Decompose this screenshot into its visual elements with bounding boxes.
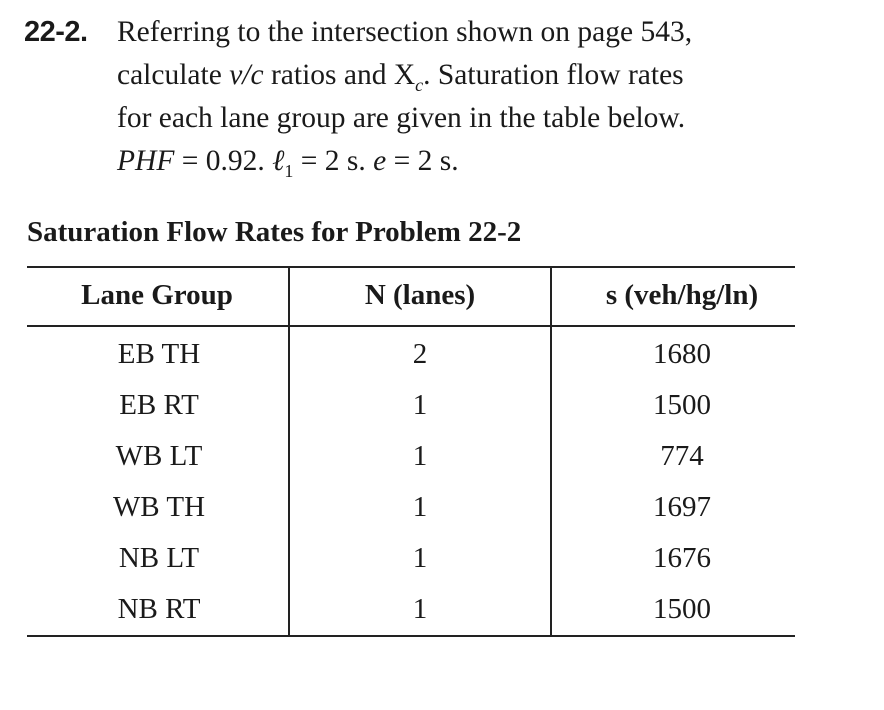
line2-mid: ratios and X — [263, 59, 416, 91]
header-n-lanes: N (lanes) — [364, 279, 476, 311]
lanes-cell: 1 — [412, 440, 428, 472]
problem-number: 22-2. — [24, 16, 88, 48]
lanes-cell: 2 — [412, 338, 428, 370]
flow-cell: 1680 — [653, 338, 711, 370]
table-row — [27, 533, 795, 584]
table-row — [27, 431, 795, 482]
problem-text — [117, 11, 857, 183]
extension-value: = 2 s. — [386, 145, 459, 177]
phf-value: = 0.92. — [174, 145, 273, 177]
xc-subscript: c — [415, 74, 424, 95]
phf-symbol: PHF — [117, 145, 175, 177]
lane-group-cell: NB RT — [117, 593, 201, 625]
lost-time-value: = 2 s. — [293, 145, 374, 177]
flow-cell: 1500 — [653, 593, 711, 625]
table-bottom-rule — [27, 635, 795, 637]
lane-group-cell: WB TH — [112, 491, 206, 523]
flow-cell: 1676 — [653, 542, 711, 574]
lane-group-cell: EB RT — [119, 389, 199, 421]
lanes-cell: 1 — [412, 542, 428, 574]
flow-cell: 774 — [660, 440, 704, 472]
lane-group-cell: NB LT — [118, 542, 200, 574]
line2-prefix: calculate — [117, 59, 230, 91]
table-row — [27, 380, 795, 431]
table-row — [27, 482, 795, 533]
header-saturation-flow: s (veh/hg/ln) — [605, 279, 759, 311]
lane-group-cell: EB TH — [117, 338, 201, 370]
flow-cell: 1500 — [653, 389, 711, 421]
lost-time-subscript: 1 — [284, 160, 294, 181]
table-row — [27, 584, 795, 635]
problem-line-1: Referring to the intersection shown on page 543, — [117, 16, 693, 48]
vc-ratio-symbol: v/c — [229, 59, 264, 91]
flow-cell: 1697 — [653, 491, 711, 523]
extension-symbol: e — [373, 145, 387, 177]
lane-group-cell: WB LT — [115, 440, 203, 472]
header-lane-group: Lane Group — [81, 279, 233, 311]
problem-line-3: for each lane group are given in the table below. — [117, 102, 686, 134]
problem-line-4 — [117, 140, 857, 183]
table-title: Saturation Flow Rates for Problem 22-2 — [27, 216, 522, 248]
line2-suffix: . Saturation flow rates — [423, 59, 684, 91]
table-header-rule — [27, 325, 795, 327]
problem-line-2 — [117, 54, 857, 97]
lost-time-symbol: ℓ — [272, 145, 285, 177]
lanes-cell: 1 — [412, 389, 428, 421]
lanes-cell: 1 — [412, 491, 428, 523]
table-row — [27, 329, 795, 380]
lanes-cell: 1 — [412, 593, 428, 625]
